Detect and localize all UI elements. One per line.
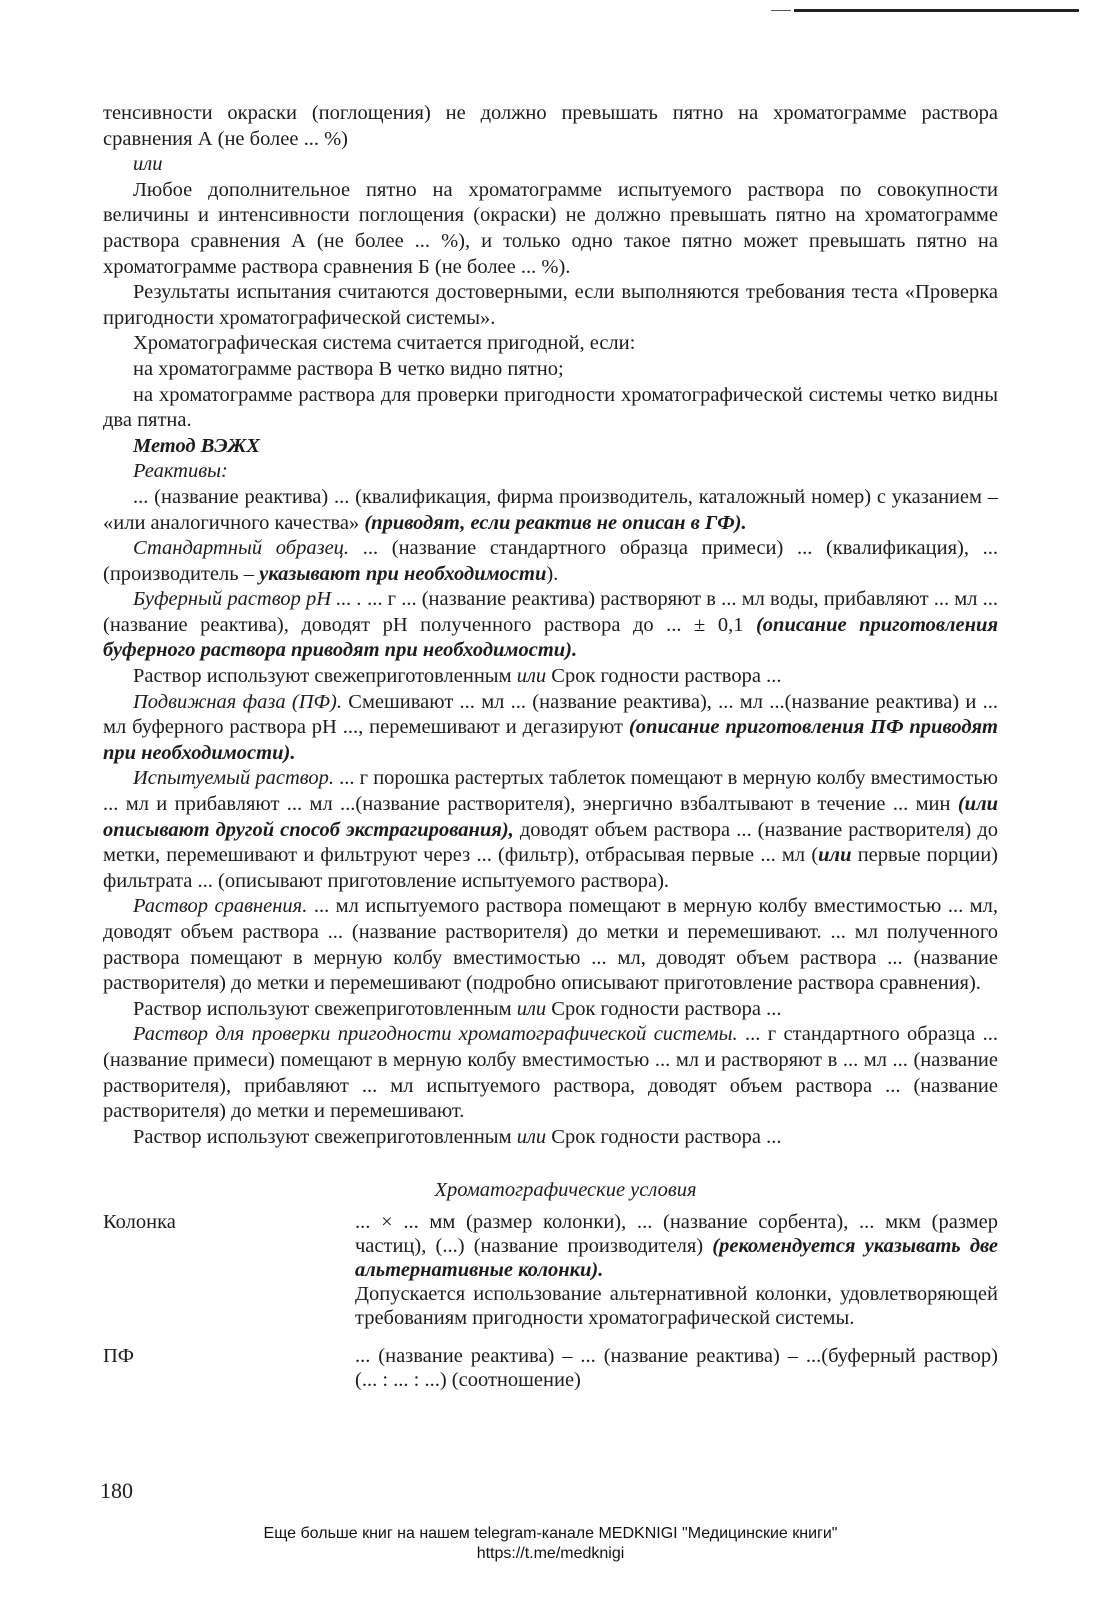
condition-row-mobile-phase [103, 1344, 998, 1392]
test-note: (или описывают другой способ экстрагирования), [103, 793, 999, 841]
mobile-phase-paragraph [103, 690, 998, 767]
reagents-label: Реактивы: [133, 460, 228, 483]
reference-solution-paragraph [103, 894, 998, 996]
header-rule-mark [771, 10, 791, 11]
column-text: ... × ... мм (размер колонки), ... (название сорбента), ... мкм (размер частиц), (...) (название производителя) [355, 1210, 998, 1257]
buffer-note: (описание приготовления буферного раствора приводят при необходимости). [103, 613, 999, 662]
page-number: 180 [100, 1478, 133, 1503]
footer [0, 1524, 1101, 1564]
paragraph: тенсивности окраски (поглощения) не должно превышать пятно на хроматограмме раствора сравнения А (не более ... %) [103, 102, 998, 150]
test-or: или [818, 844, 852, 867]
standard-label: Стандартный образец. [133, 537, 350, 560]
condition-label-pf: ПФ [103, 1344, 135, 1367]
ref-text: ... мл испытуемого раствора помещают в мерную колбу вместимостью ... мл, доводят объем раствора ... (название растворителя) до метки и перемешивают. ... мл полученного раствора помещают в мерную колбу вместимостью ... мл, доводят объем раствора ... (название растворителя) до метки и перемешивают (подробно описывают приготовление раствора сравнения). [103, 895, 998, 995]
fresh-paragraph-2 [103, 997, 998, 1023]
standard-paragraph [103, 536, 998, 587]
paragraph: Хроматографическая система считается пригодной, если: [133, 332, 636, 355]
buffer-text: ... г ... (название реактива) растворяют в ... мл воды, прибавляют ... мл ... (название реактива), доводят рН полученного раствора до ... ± 0,1 [103, 588, 998, 636]
reagents-note: (приводят, если реактив не описан в ГФ). [364, 511, 747, 534]
pf-description: ... (название реактива) – ... (название реактива) – ...(буферный раствор) (... : ... : ...) (соотношение) [355, 1344, 998, 1391]
method-heading: Метод ВЭЖХ [133, 434, 260, 457]
fresh-or: или [516, 665, 547, 688]
test-solution-paragraph [103, 766, 998, 894]
condition-value-pf [355, 1344, 998, 1392]
fresh-prefix: Раствор используют свежеприготовленным [133, 997, 512, 1020]
column-alternative: Допускается использование альтернативной колонки, удовлетворяющей требованиям пригодности хроматографической системы. [355, 1282, 998, 1329]
footer-link[interactable]: https://t.me/medknigi [476, 1545, 625, 1562]
fresh-or: или [516, 1125, 547, 1148]
suit-label: Раствор для проверки пригодности хроматографической системы. [133, 1023, 738, 1046]
ref-label: Раствор сравнения. [133, 895, 308, 918]
fresh-suffix: Срок годности раствора ... [551, 1125, 782, 1148]
reagents-text: ... (название реактива) ... (квалификация, фирма производитель, каталожный номер) с указанием – «или аналогичного качества» [103, 485, 998, 534]
fresh-or: или [516, 997, 547, 1020]
reagents-paragraph [103, 485, 998, 536]
condition-value-column [355, 1210, 998, 1330]
header-rule [794, 9, 1079, 12]
paragraph-or: или [133, 153, 163, 176]
paragraph: Результаты испытания считаются достоверными, если выполняются требования теста «Проверка пригодности хроматографической системы». [103, 281, 998, 329]
chromatographic-conditions-title: Хроматографические условия [434, 1179, 697, 1202]
mobile-text: Смешивают ... мл ... (название реактива), ... мл ...(название реактива) и ... мл буферного раствора рН ..., перемешивают и дегазируют [103, 690, 999, 739]
fresh-suffix: Срок годности раствора ... [551, 665, 782, 688]
paragraph: на хроматограмме раствора В четко видно пятно; [133, 357, 564, 380]
body-text [103, 101, 998, 1392]
suitability-solution-paragraph [103, 1022, 998, 1124]
paragraph: на хроматограмме раствора для проверки пригодности хроматографической системы четко видны два пятна. [103, 383, 998, 432]
buffer-paragraph [103, 587, 998, 664]
fresh-prefix: Раствор используют свежеприготовленным [133, 1125, 512, 1148]
suit-text: ... г стандартного образца ... (название примеси) помещают в мерную колбу вместимостью ... мл и растворяют в ... мл ... (название растворителя), прибавляют ... мл испытуемого раствора, доводят объем раствора ... (название растворителя) до метки и перемешивают. [103, 1023, 998, 1123]
column-note: (рекомендуется указывать две альтернативные колонки). [355, 1234, 999, 1281]
test-text-1: ... г порошка растертых таблеток помещают в мерную колбу вместимостью ... мл и прибавляют ... мл ...(название растворителя), энергично взбалтывают в течение ... мин [103, 767, 998, 816]
test-label: Испытуемый раствор. [133, 767, 335, 790]
fresh-paragraph [103, 664, 998, 690]
fresh-prefix: Раствор используют свежеприготовленным [133, 665, 512, 688]
condition-label-column: Колонка [103, 1210, 176, 1233]
standard-note: указывают при необходимости [259, 562, 547, 585]
test-text-3: первые порции) фильтрата ... (описывают приготовление испытуемого раствора). [103, 844, 998, 892]
column-description [355, 1210, 998, 1282]
test-text-2: доводят объем раствора ... (название растворителя) до метки, перемешивают и фильтруют через ... (фильтр), отбрасывая первые ... мл ( [103, 818, 998, 867]
condition-row-column [103, 1210, 998, 1330]
paragraph: Любое дополнительное пятно на хроматограмме испытуемого раствора по совокупности величины и интенсивности поглощения (окраски) не должно превышать пятно на хроматограмме раствора сравнения А (не более ... %), и только одно такое пятно может превышать пятно на хроматограмме раствора сравнения Б (не более ... %). [103, 178, 998, 278]
standard-text: ... (название стандартного образца примеси) ... (квалификация), ... (производитель – [103, 537, 998, 585]
fresh-paragraph-3 [103, 1125, 998, 1151]
standard-end: ). [546, 562, 559, 585]
mobile-note: (описание приготовления ПФ приводят при необходимости). [103, 716, 999, 764]
footer-line-1: Еще больше книг на нашем telegram-канале MEDKNIGI "Медицинские книги" [263, 1525, 838, 1542]
mobile-label: Подвижная фаза (ПФ). [133, 690, 342, 713]
fresh-suffix: Срок годности раствора ... [551, 997, 782, 1020]
buffer-label: Буферный раствор рН ... . [133, 588, 362, 611]
